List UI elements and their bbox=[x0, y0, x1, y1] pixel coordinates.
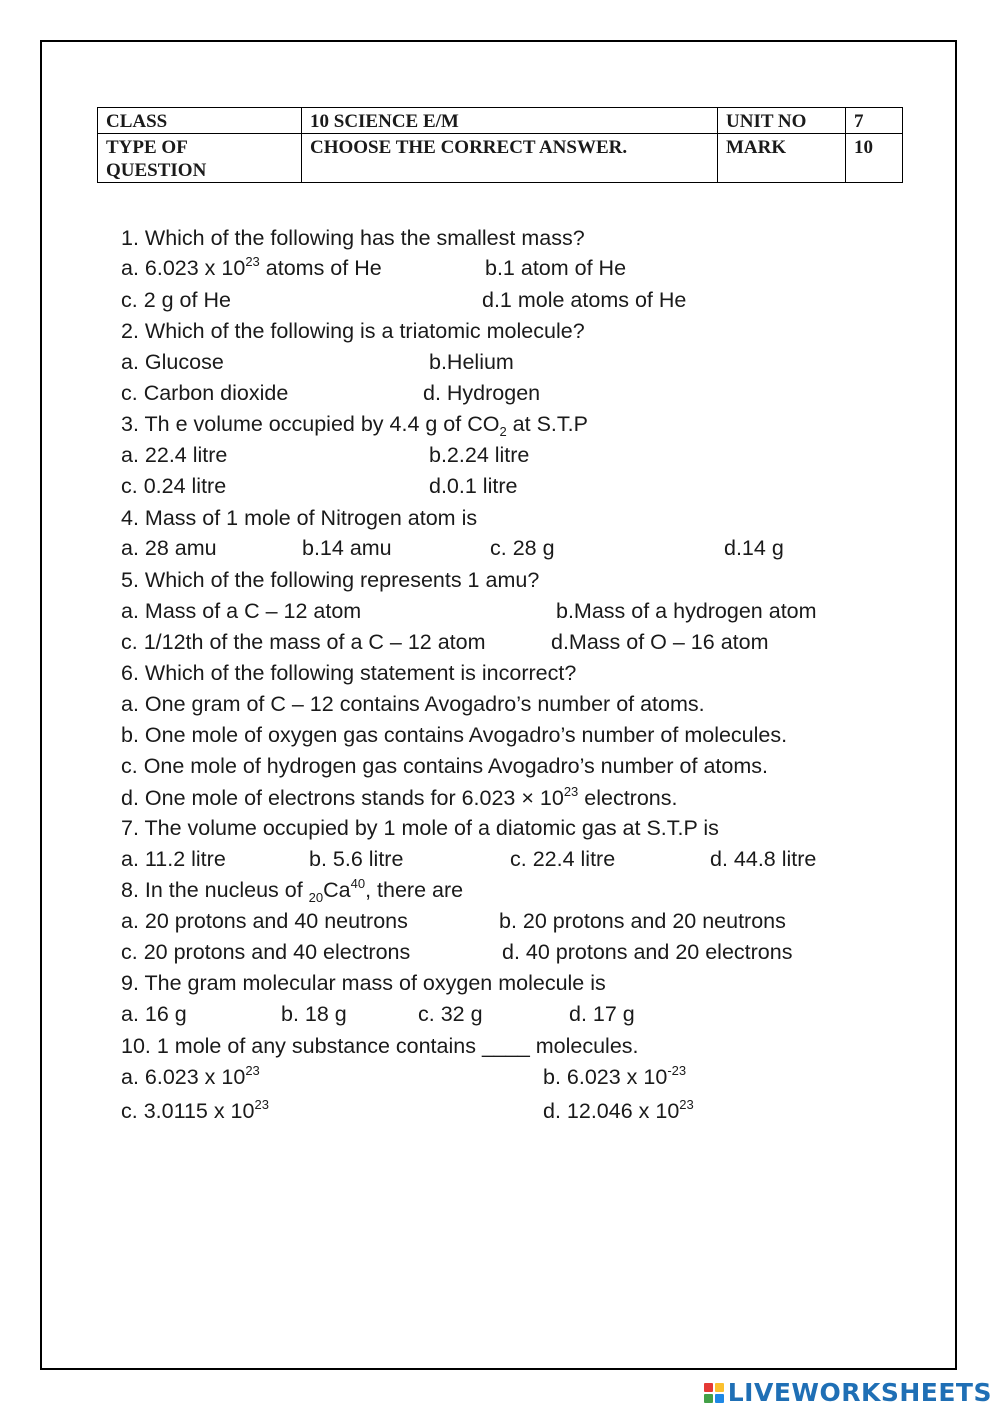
q10-a-exponent: 23 bbox=[245, 1063, 260, 1078]
q3-option-d[interactable]: d.0.1 litre bbox=[429, 474, 518, 498]
q1-a-suffix: atoms of He bbox=[259, 256, 382, 280]
question-10: 10. 1 mole of any substance contains ____ molecules. bbox=[121, 1034, 639, 1058]
q8-atomic-number: 20 bbox=[308, 890, 324, 905]
q8-option-a[interactable]: a. 20 protons and 40 neutrons bbox=[121, 909, 408, 933]
q9-option-d[interactable]: d. 17 g bbox=[569, 1002, 635, 1026]
type-value: CHOOSE THE CORRECT ANSWER. bbox=[302, 134, 718, 183]
question-3 bbox=[121, 411, 588, 440]
q9-option-c[interactable]: c. 32 g bbox=[418, 1002, 483, 1026]
q8-mass-number: 40 bbox=[350, 876, 366, 891]
q3-option-b[interactable]: b.2.24 litre bbox=[429, 443, 530, 467]
question-6: 6. Which of the following statement is incorrect? bbox=[121, 661, 577, 685]
q10-c-text: c. 3.0115 x 10 bbox=[121, 1099, 255, 1123]
q2-option-a[interactable]: a. Glucose bbox=[121, 350, 224, 374]
q1-option-b[interactable]: b.1 atom of He bbox=[485, 256, 627, 280]
liveworksheets-wordmark: LIVEWORKSHEETS bbox=[727, 1378, 992, 1407]
q3-option-a[interactable]: a. 22.4 litre bbox=[121, 443, 228, 467]
q7-option-a[interactable]: a. 11.2 litre bbox=[121, 847, 226, 871]
q4-option-b[interactable]: b.14 amu bbox=[302, 536, 392, 560]
q1-a-exponent: 23 bbox=[245, 254, 260, 269]
mark-label: MARK bbox=[718, 134, 846, 183]
q10-b-text: b. 6.023 x 10 bbox=[543, 1065, 668, 1089]
q8-option-b[interactable]: b. 20 protons and 20 neutrons bbox=[499, 909, 786, 933]
unit-label: UNIT NO bbox=[718, 108, 846, 134]
question-7: 7. The volume occupied by 1 mole of a diatomic gas at S.T.P is bbox=[121, 816, 719, 840]
q5-option-a[interactable]: a. Mass of a C – 12 atom bbox=[121, 599, 362, 623]
logo-square-blue bbox=[715, 1394, 724, 1403]
q6-option-d[interactable] bbox=[121, 785, 677, 814]
question-8 bbox=[121, 877, 463, 906]
q10-d-text: d. 12.046 x 10 bbox=[543, 1099, 680, 1123]
q7-option-c[interactable]: c. 22.4 litre bbox=[510, 847, 616, 871]
q8-element: Ca bbox=[323, 878, 351, 902]
q7-option-d[interactable]: d. 44.8 litre bbox=[710, 847, 817, 871]
q6-d-suffix: electrons. bbox=[578, 786, 678, 810]
q5-option-c[interactable]: c. 1/12th of the mass of a C – 12 atom bbox=[121, 630, 486, 654]
q10-a-text: a. 6.023 x 10 bbox=[121, 1065, 246, 1089]
q5-option-d[interactable]: d.Mass of O – 16 atom bbox=[551, 630, 769, 654]
mark-value: 10 bbox=[846, 134, 903, 183]
liveworksheets-logo-icon bbox=[704, 1383, 724, 1403]
q2-option-d[interactable]: d. Hydrogen bbox=[423, 381, 541, 405]
q6-option-a[interactable]: a. One gram of C – 12 contains Avogadro’s number of atoms. bbox=[121, 692, 705, 716]
type-label bbox=[98, 134, 302, 183]
q3-option-c[interactable]: c. 0.24 litre bbox=[121, 474, 227, 498]
q1-option-a[interactable] bbox=[121, 255, 382, 284]
q7-option-b[interactable]: b. 5.6 litre bbox=[309, 847, 404, 871]
q3-text: 3. Th e volume occupied by 4.4 g of CO bbox=[121, 412, 500, 436]
type-label-line1: TYPE OF bbox=[106, 137, 188, 158]
liveworksheets-brand[interactable] bbox=[704, 1378, 992, 1407]
q10-option-b[interactable] bbox=[543, 1064, 686, 1093]
unit-value: 7 bbox=[846, 108, 903, 134]
q8-option-d[interactable]: d. 40 protons and 20 electrons bbox=[502, 940, 793, 964]
q1-option-c[interactable]: c. 2 g of He bbox=[121, 288, 231, 312]
logo-square-yellow bbox=[715, 1383, 724, 1392]
question-9: 9. The gram molecular mass of oxygen molecule is bbox=[121, 971, 606, 995]
q6-option-c[interactable]: c. One mole of hydrogen gas contains Avogadro’s number of atoms. bbox=[121, 754, 768, 778]
q10-option-a[interactable] bbox=[121, 1064, 260, 1093]
q8-text-suffix: , there are bbox=[365, 878, 464, 902]
q4-option-a[interactable]: a. 28 amu bbox=[121, 536, 217, 560]
q6-option-b[interactable]: b. One mole of oxygen gas contains Avogadro’s number of molecules. bbox=[121, 723, 788, 747]
header-row bbox=[98, 134, 903, 183]
q4-option-d[interactable]: d.14 g bbox=[724, 536, 784, 560]
q10-option-c[interactable] bbox=[121, 1098, 269, 1127]
q9-option-b[interactable]: b. 18 g bbox=[281, 1002, 347, 1026]
q9-option-a[interactable]: a. 16 g bbox=[121, 1002, 187, 1026]
q2-option-b[interactable]: b.Helium bbox=[429, 350, 514, 374]
header-row bbox=[98, 108, 903, 134]
question-5: 5. Which of the following represents 1 amu? bbox=[121, 568, 540, 592]
q10-d-exponent: 23 bbox=[679, 1097, 694, 1112]
q3-text-suffix: at S.T.P bbox=[506, 412, 588, 436]
q10-option-d[interactable] bbox=[543, 1098, 694, 1127]
q2-option-c[interactable]: c. Carbon dioxide bbox=[121, 381, 289, 405]
worksheet-header-table bbox=[97, 107, 903, 183]
q8-option-c[interactable]: c. 20 protons and 40 electrons bbox=[121, 940, 411, 964]
class-label: CLASS bbox=[98, 108, 302, 134]
q5-option-b[interactable]: b.Mass of a hydrogen atom bbox=[556, 599, 817, 623]
q6-d-exponent: 23 bbox=[563, 784, 579, 799]
q3-subscript: 2 bbox=[499, 424, 507, 439]
q6-d-text: d. One mole of electrons stands for 6.023 × 10 bbox=[121, 786, 564, 810]
question-4: 4. Mass of 1 mole of Nitrogen atom is bbox=[121, 506, 478, 530]
class-value: 10 SCIENCE E/M bbox=[302, 108, 718, 134]
question-2: 2. Which of the following is a triatomic molecule? bbox=[121, 319, 585, 343]
q4-option-c[interactable]: c. 28 g bbox=[490, 536, 555, 560]
type-label-line2: QUESTION bbox=[106, 160, 207, 181]
q10-c-exponent: 23 bbox=[254, 1097, 269, 1112]
logo-square-green bbox=[704, 1394, 713, 1403]
question-1: 1. Which of the following has the smallest mass? bbox=[121, 226, 585, 250]
logo-square-red bbox=[704, 1383, 713, 1392]
q1-option-d[interactable]: d.1 mole atoms of He bbox=[482, 288, 687, 312]
q8-text: 8. In the nucleus of bbox=[121, 878, 309, 902]
q10-b-exponent: -23 bbox=[667, 1063, 687, 1078]
q1-a-text: a. 6.023 x 10 bbox=[121, 256, 246, 280]
